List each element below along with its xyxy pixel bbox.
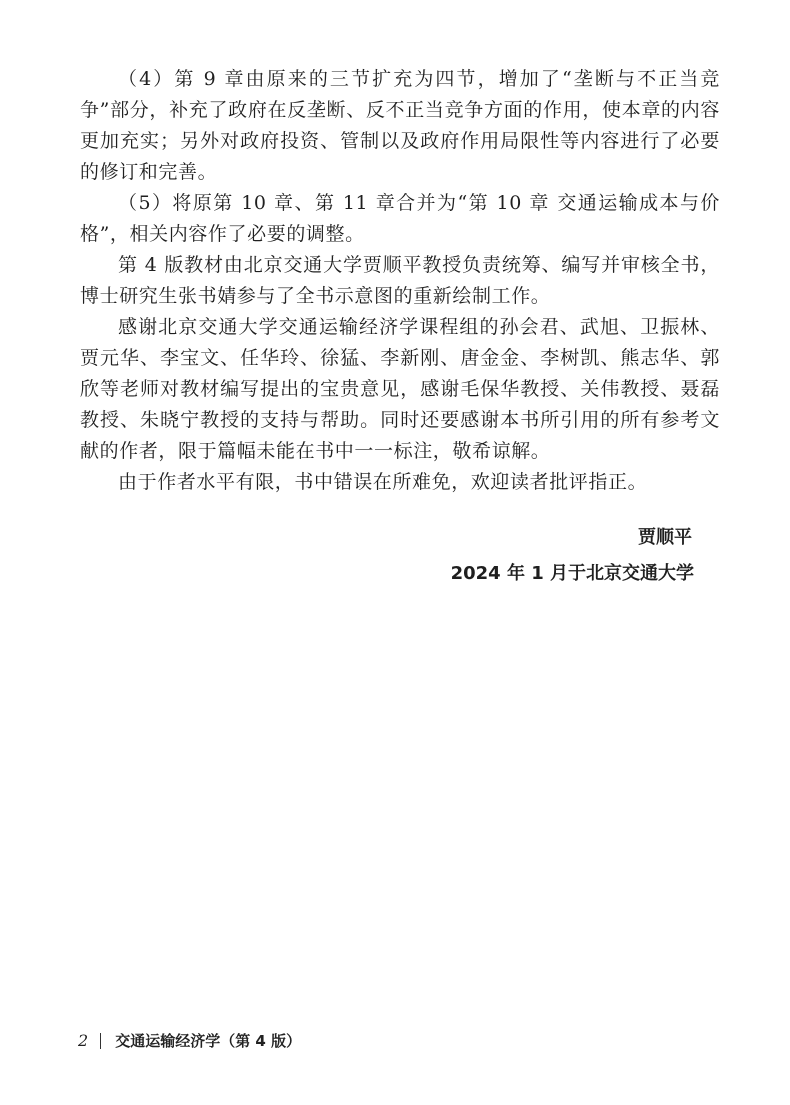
footer-divider <box>100 1033 101 1049</box>
author-name: 贾顺平 <box>638 527 692 548</box>
date-place: 2024 年 1 月于北京交通大学 <box>450 563 694 584</box>
signature-block <box>451 520 694 592</box>
paragraph-errata-note: 由于作者水平有限，书中错误在所难免，欢迎读者批评指正。 <box>118 471 648 493</box>
paragraph-acknowledgements: 感谢北京交通大学交通运输经济学课程组的孙会君、武旭、卫振林、贾元华、李宝文、任华玲、徐猛、李新刚、唐金金、李树凯、熊志华、郭欣等老师对教材编写提出的宝贵意见，感谢毛保华教授、关伟教授、聂磊教授、朱晓宁教授的支持与帮助。同时还要感谢本书所引用的所有参考文献的作者，限于篇幅未能在书中一一标注，敬希谅解。 <box>80 316 720 462</box>
running-title: 交通运输经济学（第 4 版） <box>115 1032 302 1050</box>
body-text <box>80 64 720 498</box>
paragraph-edition-authors: 第 4 版教材由北京交通大学贾顺平教授负责统筹、编写并审核全书，博士研究生张书婧参与了全书示意图的重新绘制工作。 <box>80 254 720 307</box>
paragraph-chapter-10: （5）将原第 10 章、第 11 章合并为“第 10 章 交通运输成本与价格”，相关内容作了必要的调整。 <box>80 192 720 245</box>
page-number: 2 <box>78 1031 89 1050</box>
page-footer <box>78 1030 301 1051</box>
paragraph-chapter-9: （4）第 9 章由原来的三节扩充为四节，增加了“垄断与不正当竞争”部分，补充了政府在反垄断、反不正当竞争方面的作用，使本章的内容更加充实；另外对政府投资、管制以及政府作用局限性等内容进行了必要的修订和完善。 <box>80 68 720 183</box>
